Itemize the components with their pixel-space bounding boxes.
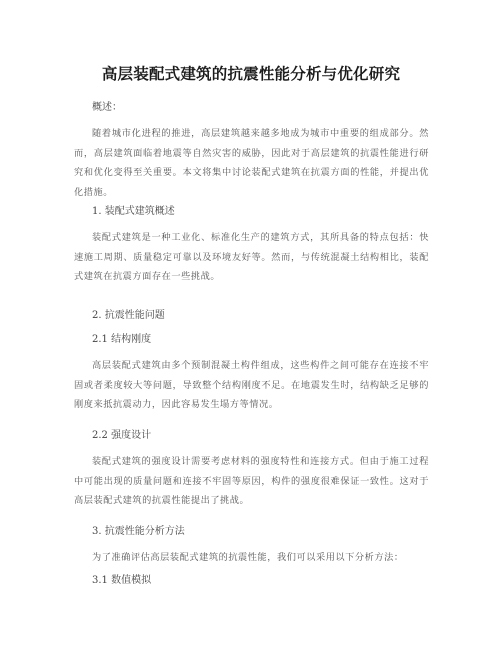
section-1-paragraph: 装配式建筑是一种工业化、标准化生产的建筑方式，其所具备的特点包括：快速施工周期、质量稳定可靠以及环境友好等。然而，与传统混凝土结构相比，装配式建筑在抗震方面存在一些挑战。: [74, 232, 429, 282]
overview-label: 概述：: [92, 102, 122, 113]
section-1-heading: 1. 装配式建筑概述: [92, 206, 175, 217]
overview-paragraph: 随着城市化进程的推进，高层建筑越来越多地成为城市中重要的组成部分。然而，高层建筑面临着地震等自然灾害的威胁，因此对于高层建筑的抗震性能进行研究和优化变得至关重要。本文将集中讨论装配式建筑在抗震方面的性能，并提出优化措施。: [74, 128, 429, 198]
section-2-2-paragraph: 装配式建筑的强度设计需要考虑材料的强度特性和连接方式。但由于施工过程中可能出现的质量问题和连接不牢固等原因，构件的强度很难保证一致性。这对于高层装配式建筑的抗震性能提出了挑战。: [74, 456, 429, 506]
section-2-1-heading: 2.1 结构刚度: [92, 334, 152, 345]
section-2-2-heading: 2.2 强度设计: [92, 430, 152, 441]
section-3-heading: 3. 抗震性能分析方法: [92, 526, 185, 537]
section-2-1-paragraph: 高层装配式建筑由多个预制混凝土构件组成，这些构件之间可能存在连接不牢固或者柔度较大等问题，导致整个结构刚度不足。在地震发生时，结构缺乏足够的刚度来抵抗震动力，因此容易发生塌方等情况。: [74, 360, 429, 410]
section-3-intro: 为了准确评估高层装配式建筑的抗震性能，我们可以采用以下分析方法：: [92, 552, 404, 563]
section-3-1-heading: 3.1 数值模拟: [92, 575, 152, 586]
section-2-heading: 2. 抗震性能问题: [92, 310, 165, 321]
document-title: 高层装配式建筑的抗震性能分析与优化研究: [101, 65, 401, 83]
